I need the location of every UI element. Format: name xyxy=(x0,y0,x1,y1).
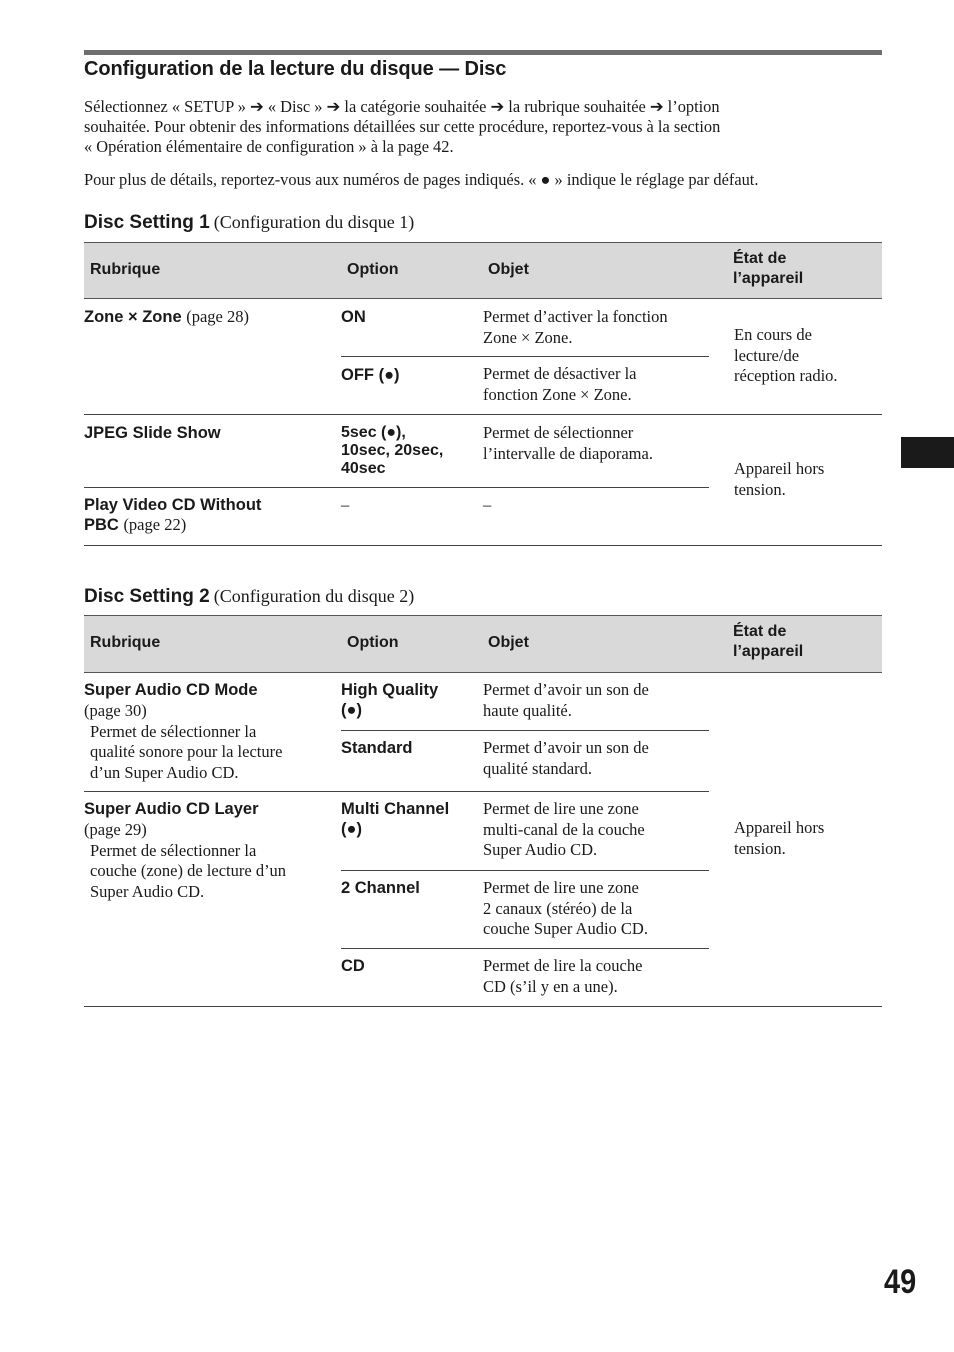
option-line: (●) xyxy=(341,820,362,838)
table-bottom-rule xyxy=(84,1006,882,1007)
row-divider xyxy=(341,356,709,357)
option-2-channel: 2 Channel xyxy=(341,879,420,897)
etat-line: Appareil hors xyxy=(734,818,825,837)
objet-line: Permet de sélectionner xyxy=(483,423,634,442)
objet-line: Zone × Zone. xyxy=(483,327,573,347)
objet-line: Permet de désactiver la xyxy=(483,364,637,383)
objet-2-channel xyxy=(483,878,648,940)
page-number: 49 xyxy=(884,1263,917,1301)
table2-header-row xyxy=(84,615,882,673)
objet-line: Permet d’activer la fonction xyxy=(483,307,668,326)
row-divider xyxy=(84,791,709,792)
intro-paragraph xyxy=(84,97,884,157)
option-line: Multi Channel xyxy=(341,800,450,818)
item-description-line: Super Audio CD. xyxy=(90,881,205,901)
item-description-line: d’un Super Audio CD. xyxy=(90,762,239,782)
option-line: (●) xyxy=(341,701,362,719)
option-jpeg-intervals xyxy=(341,424,443,478)
intro-line: « Opération élémentaire de configuration » à la page 42. xyxy=(84,137,454,156)
etat-line: tension. xyxy=(734,838,786,858)
table1-title-bold: Disc Setting 1 xyxy=(84,212,210,233)
etat-line: En cours de xyxy=(734,325,812,344)
option-standard: Standard xyxy=(341,739,413,757)
row-divider xyxy=(341,870,709,871)
header-rubrique: Rubrique xyxy=(90,634,161,651)
item-description-line: Permet de sélectionner la xyxy=(90,840,257,860)
objet-line: qualité standard. xyxy=(483,758,593,778)
objet-off xyxy=(483,364,636,405)
objet-line: fonction Zone × Zone. xyxy=(483,384,632,404)
header-etat xyxy=(733,249,803,289)
item-name: Play Video CD Without xyxy=(84,496,262,514)
objet-line: multi-canal de la couche xyxy=(483,819,645,839)
table1-header-row xyxy=(84,242,882,299)
objet-line: CD (s’il y en a une). xyxy=(483,976,618,996)
row-divider xyxy=(84,487,709,488)
item-play-video-cd xyxy=(84,495,261,535)
table2-title-normal: (Configuration du disque 2) xyxy=(213,586,415,606)
objet-jpeg xyxy=(483,423,653,464)
default-note: Pour plus de détails, reportez-vous aux numéros de pages indiqués. « ● » indique le réglage par défaut. xyxy=(84,170,759,189)
objet-line: 2 canaux (stéréo) de la xyxy=(483,898,633,918)
objet-line: Permet de lire une zone xyxy=(483,878,639,897)
table2-title xyxy=(84,586,414,608)
etat-hors-tension xyxy=(734,818,824,859)
header-objet: Objet xyxy=(488,261,529,278)
header-etat-line: l’appareil xyxy=(733,643,804,660)
objet-standard xyxy=(483,738,649,779)
option-on: ON xyxy=(341,308,366,326)
header-etat-line: État de xyxy=(733,623,787,640)
option-line: 40sec xyxy=(341,460,386,477)
objet-on xyxy=(483,307,668,348)
item-description-line: Permet de sélectionner la xyxy=(90,721,257,741)
objet-cd xyxy=(483,956,642,997)
option-dash: – xyxy=(341,495,350,514)
objet-line: couche Super Audio CD. xyxy=(483,919,648,938)
item-zone-x-zone xyxy=(84,307,249,327)
option-line: High Quality xyxy=(341,681,439,699)
header-option: Option xyxy=(347,634,399,651)
row-divider xyxy=(341,730,709,731)
header-rubrique: Rubrique xyxy=(90,261,161,278)
objet-line: Permet de lire une zone xyxy=(483,799,639,818)
table1-title xyxy=(84,212,414,234)
objet-multi-channel xyxy=(483,799,645,861)
option-line: 10sec, 20sec, xyxy=(341,442,444,459)
table1-title-normal: (Configuration du disque 1) xyxy=(213,212,415,232)
objet-line: l’intervalle de diaporama. xyxy=(483,443,653,463)
objet-line: Permet de lire la couche xyxy=(483,956,643,975)
objet-line: Super Audio CD. xyxy=(483,840,598,859)
option-multi-channel xyxy=(341,799,449,839)
header-etat-line: l’appareil xyxy=(733,270,804,287)
page-ref: (page 28) xyxy=(186,307,249,326)
item-sacd-mode: Super Audio CD Mode xyxy=(84,681,258,699)
row-divider xyxy=(84,414,882,415)
item-sacd-layer: Super Audio CD Layer xyxy=(84,800,259,818)
item-name: PBC xyxy=(84,516,119,534)
objet-line: haute qualité. xyxy=(483,700,572,720)
objet-dash: – xyxy=(483,495,492,514)
option-line: 5sec (●), xyxy=(341,424,406,441)
header-etat xyxy=(733,622,803,662)
etat-line: réception radio. xyxy=(734,366,838,385)
option-high-quality xyxy=(341,680,438,720)
etat-hors-tension xyxy=(734,459,824,500)
etat-line: lecture/de xyxy=(734,345,800,365)
item-sacd-mode-details xyxy=(84,701,282,783)
page-ref: (page 22) xyxy=(123,515,187,534)
section-top-rule xyxy=(84,50,882,55)
header-objet: Objet xyxy=(488,634,529,651)
item-description-line: couche (zone) de lecture d’un xyxy=(90,861,287,880)
row-divider xyxy=(341,948,709,949)
page-ref: (page 29) xyxy=(84,820,147,839)
item-jpeg-slide-show: JPEG Slide Show xyxy=(84,424,221,442)
table-bottom-rule xyxy=(84,545,882,546)
etat-line: tension. xyxy=(734,479,786,499)
table2-title-bold: Disc Setting 2 xyxy=(84,586,210,607)
etat-en-cours xyxy=(734,325,838,387)
option-cd: CD xyxy=(341,957,365,975)
objet-line: Permet d’avoir un son de xyxy=(483,738,649,757)
page-ref: (page 30) xyxy=(84,701,147,720)
objet-high-quality xyxy=(483,680,649,721)
intro-line: Sélectionnez « SETUP » ➔ « Disc » ➔ la catégorie souhaitée ➔ la rubrique souhaitée ➔ l’option xyxy=(84,97,720,116)
header-etat-line: État de xyxy=(733,250,787,267)
header-option: Option xyxy=(347,261,399,278)
chapter-side-tab xyxy=(901,437,954,468)
objet-line: Permet d’avoir un son de xyxy=(483,680,649,699)
option-off: OFF (●) xyxy=(341,366,400,384)
item-description-line: qualité sonore pour la lecture xyxy=(90,742,283,761)
item-name: Zone × Zone xyxy=(84,308,182,326)
section-title: Configuration de la lecture du disque — Disc xyxy=(84,58,507,80)
item-sacd-layer-details xyxy=(84,820,286,902)
etat-line: Appareil hors xyxy=(734,459,825,478)
intro-line: souhaitée. Pour obtenir des informations détaillées sur cette procédure, reportez-vous à la section xyxy=(84,117,721,136)
